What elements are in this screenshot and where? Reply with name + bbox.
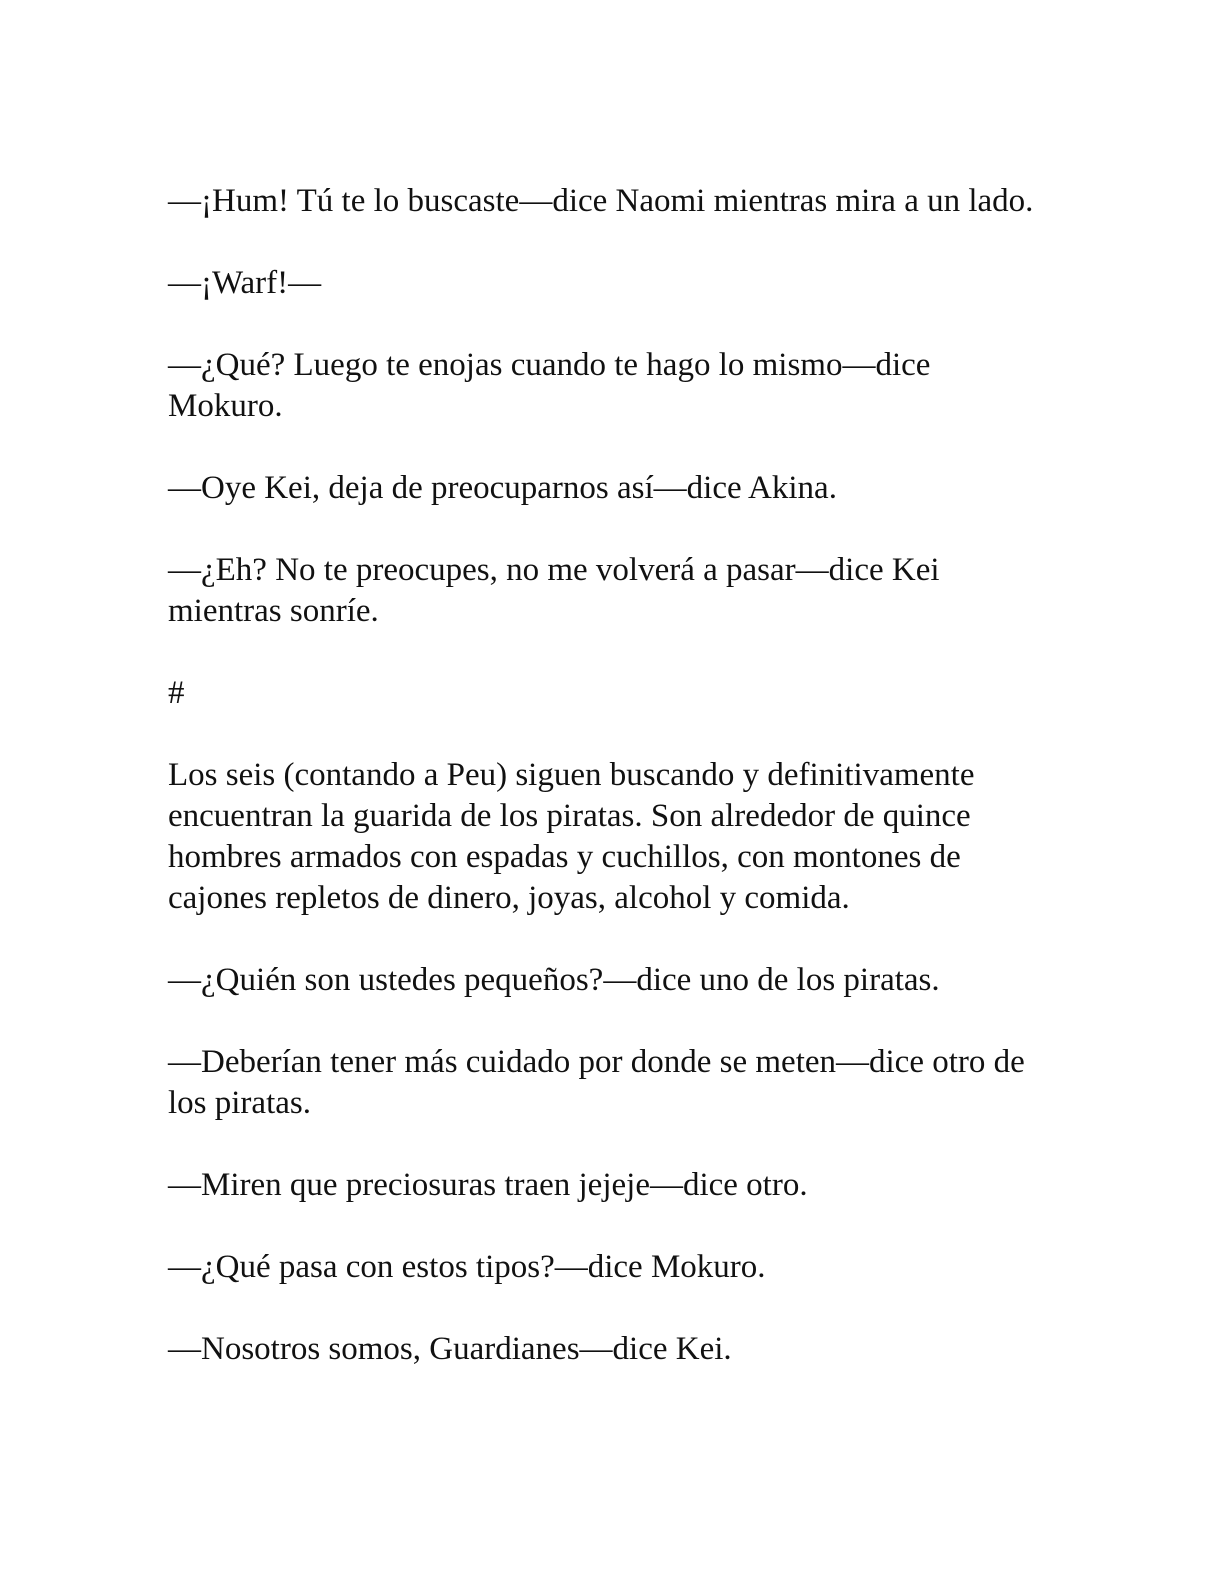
dialogue-kei-1: —¿Eh? No te preocupes, no me volverá a pasar—dice Kei mientras sonríe. bbox=[168, 552, 940, 629]
scene-break: # bbox=[168, 675, 185, 711]
dialogue-pirate-1: —¿Quién son ustedes pequeños?—dice uno de los piratas. bbox=[168, 962, 940, 998]
dialogue-kei-2: —Nosotros somos, Guardianes—dice Kei. bbox=[168, 1331, 732, 1367]
dialogue-naomi: —¡Hum! Tú te lo buscaste—dice Naomi mientras mira a un lado. bbox=[168, 183, 1034, 219]
document-page bbox=[168, 181, 1048, 1370]
dialogue-mokuro-2: —¿Qué pasa con estos tipos?—dice Mokuro. bbox=[168, 1249, 766, 1285]
dialogue-pirate-3: —Miren que preciosuras traen jejeje—dice otro. bbox=[168, 1167, 808, 1203]
dialogue-akina: —Oye Kei, deja de preocuparnos así—dice Akina. bbox=[168, 470, 837, 506]
dialogue-mokuro-1: —¿Qué? Luego te enojas cuando te hago lo mismo—dice Mokuro. bbox=[168, 347, 931, 424]
dialogue-warf: —¡Warf!— bbox=[168, 265, 322, 301]
dialogue-pirate-2: —Deberían tener más cuidado por donde se meten—dice otro de los piratas. bbox=[168, 1044, 1025, 1121]
narration-paragraph: Los seis (contando a Peu) siguen buscando y definitivamente encuentran la guarida de los piratas. Son alrededor de quince hombres armados con espadas y cuchillos, con montones de cajones repletos de dinero, joyas, alcohol y comida. bbox=[168, 757, 975, 916]
